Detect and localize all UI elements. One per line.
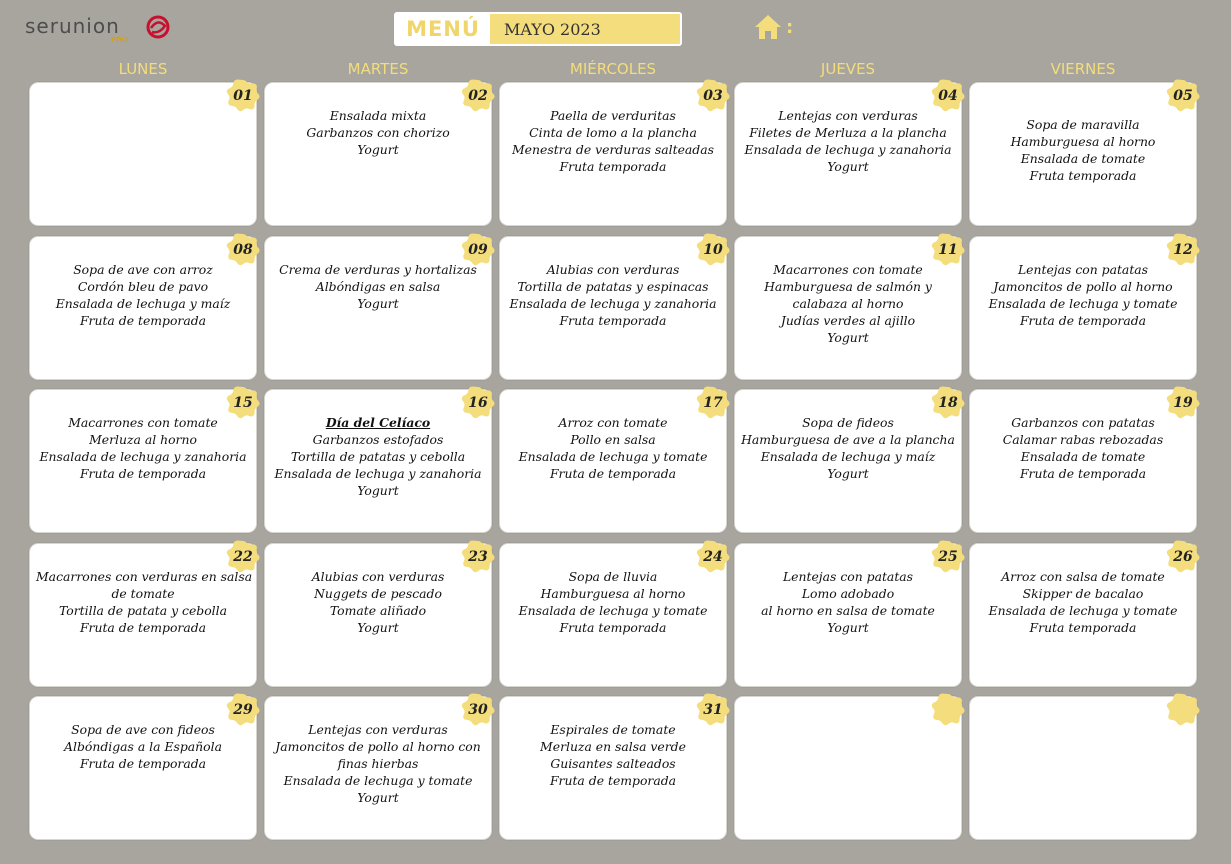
- menu-item: Macarrones con tomate: [773, 262, 923, 277]
- menu-item: Cordón bleu de pavo: [77, 279, 209, 294]
- menu-item: Lomo adobado: [801, 586, 895, 601]
- day-cell: [734, 543, 962, 687]
- home-area: [754, 14, 793, 40]
- menu-items: [265, 414, 491, 499]
- menu-items: [970, 261, 1196, 329]
- menu-item: Fruta de temporada: [1019, 466, 1147, 481]
- day-number-badge: [930, 691, 966, 727]
- menu-item: Garbanzos con chorizo: [306, 125, 450, 140]
- brand-logo: [25, 12, 175, 46]
- weekday-header: MIÉRCOLES: [569, 60, 657, 78]
- menu-item: Ensalada de lechuga y maíz: [55, 296, 231, 311]
- day-number: [930, 691, 966, 727]
- brand-name: serunion: [25, 14, 120, 38]
- day-cell: [969, 389, 1197, 533]
- menu-item: Arroz con salsa de tomate: [1001, 569, 1165, 584]
- day-cell: [29, 389, 257, 533]
- menu-item: Paella de verduritas: [550, 108, 676, 123]
- menu-item: Lentejas con verduras: [778, 108, 918, 123]
- menu-item: Filetes de Merluza a la plancha: [749, 125, 947, 140]
- menu-item: Día del Celíaco: [325, 415, 431, 430]
- day-number: 15: [233, 394, 253, 411]
- day-number: 12: [1173, 241, 1193, 258]
- day-number: 03: [703, 87, 723, 104]
- menu-item: Merluza al horno: [89, 432, 197, 447]
- day-cell: [264, 236, 492, 380]
- menu-item: Sopa de lluvia: [568, 569, 658, 584]
- menu-item: Albóndigas a la Española: [64, 739, 222, 754]
- menu-item: Sopa de maravilla: [1026, 117, 1140, 132]
- menu-item: Yogurt: [357, 620, 399, 635]
- menu-items: [500, 414, 726, 482]
- menu-items: [30, 721, 256, 772]
- menu-items: [970, 116, 1196, 184]
- menu-items: [265, 261, 491, 312]
- weekday-header-row: [29, 60, 1199, 80]
- menu-item: Jamoncitos de pollo al horno con: [275, 739, 481, 754]
- day-number: 05: [1173, 87, 1193, 104]
- menu-item: Ensalada mixta: [329, 108, 427, 123]
- day-cell: [734, 82, 962, 226]
- menu-item: Menestra de verduras salteadas: [512, 142, 714, 157]
- day-number: 16: [468, 394, 488, 411]
- menu-items: [735, 261, 961, 346]
- day-number: 08: [233, 241, 253, 258]
- day-cell: [969, 82, 1197, 226]
- menu-items: [735, 414, 961, 482]
- menu-item: Fruta de temporada: [79, 756, 207, 771]
- menu-item: Yogurt: [827, 330, 869, 345]
- day-cell: [29, 236, 257, 380]
- menu-items: [265, 721, 491, 806]
- menu-items: [735, 568, 961, 636]
- menu-item: Sopa de fideos: [802, 415, 894, 430]
- menu-item: Ensalada de tomate: [1020, 449, 1146, 464]
- menu-item: Fruta de temporada: [1019, 313, 1147, 328]
- menu-item: Macarrones con verduras en salsa: [36, 569, 253, 584]
- menu-label: MENÚ: [396, 14, 490, 44]
- menu-item: Fruta temporada: [559, 313, 667, 328]
- menu-item: Guisantes salteados: [550, 756, 676, 771]
- menu-item: Tortilla de patatas y cebolla: [290, 449, 466, 464]
- brand-sub: Pfx2: [111, 36, 129, 44]
- day-number: 31: [703, 701, 723, 718]
- menu-item: al horno en salsa de tomate: [761, 603, 935, 618]
- menu-item: Calamar rabas rebozadas: [1002, 432, 1164, 447]
- menu-item: Garbanzos estofados: [312, 432, 444, 447]
- menu-item: Hamburguesa al horno: [1010, 134, 1156, 149]
- menu-item: Arroz con tomate: [558, 415, 668, 430]
- menu-item: Lentejas con verduras: [308, 722, 448, 737]
- home-colon: :: [786, 16, 794, 38]
- menu-item: Crema de verduras y hortalizas: [279, 262, 477, 277]
- day-cell: [969, 543, 1197, 687]
- day-number-badge: [1165, 691, 1201, 727]
- day-cell: [969, 236, 1197, 380]
- menu-item: Ensalada de lechuga y tomate: [988, 603, 1178, 618]
- day-number: 04: [938, 87, 958, 104]
- home-icon[interactable]: [754, 14, 782, 40]
- menu-item: de tomate: [111, 586, 175, 601]
- menu-item: Ensalada de lechuga y zanahoria: [39, 449, 247, 464]
- day-number: 17: [703, 394, 723, 411]
- menu-item: Ensalada de tomate: [1020, 151, 1146, 166]
- menu-item: Tomate aliñado: [329, 603, 427, 618]
- menu-item: Fruta temporada: [1029, 168, 1137, 183]
- menu-item: Ensalada de lechuga y zanahoria: [744, 142, 952, 157]
- day-number: 24: [703, 548, 723, 565]
- menu-items: [970, 568, 1196, 636]
- menu-items: [970, 414, 1196, 482]
- menu-item: Hamburguesa de ave a la plancha: [741, 432, 955, 447]
- menu-items: [500, 107, 726, 175]
- menu-item: Cinta de lomo a la plancha: [529, 125, 697, 140]
- menu-items: [500, 568, 726, 636]
- day-cell: [969, 696, 1197, 840]
- menu-item: Fruta de temporada: [549, 466, 677, 481]
- menu-item: Espirales de tomate: [550, 722, 676, 737]
- day-cell: [499, 543, 727, 687]
- weekday-header: VIERNES: [1050, 60, 1116, 78]
- menu-title-box: [394, 12, 682, 46]
- weekday-header: MARTES: [347, 60, 409, 78]
- day-cell: [734, 236, 962, 380]
- menu-item: Fruta temporada: [1029, 620, 1137, 635]
- day-cell: [29, 82, 257, 226]
- day-number: 19: [1173, 394, 1193, 411]
- menu-item: Fruta de temporada: [549, 773, 677, 788]
- menu-item: Fruta de temporada: [79, 620, 207, 635]
- menu-item: Ensalada de lechuga y zanahoria: [509, 296, 717, 311]
- menu-item: Albóndigas en salsa: [315, 279, 441, 294]
- day-cell: [29, 543, 257, 687]
- day-cell: [499, 236, 727, 380]
- menu-item: Judías verdes al ajillo: [780, 313, 916, 328]
- day-cell: [734, 389, 962, 533]
- day-cell: [264, 82, 492, 226]
- day-cell: [264, 389, 492, 533]
- day-number: 25: [938, 548, 958, 565]
- menu-item: Ensalada de lechuga y tomate: [518, 603, 708, 618]
- menu-item: Yogurt: [357, 296, 399, 311]
- weekday-header: LUNES: [118, 60, 168, 78]
- menu-item: Yogurt: [827, 159, 869, 174]
- menu-item: Jamoncitos de pollo al horno: [993, 279, 1173, 294]
- menu-item: Alubias con verduras: [546, 262, 680, 277]
- day-cell: [29, 696, 257, 840]
- day-number: 10: [703, 241, 723, 258]
- day-number: 11: [938, 241, 958, 258]
- menu-item: Fruta de temporada: [79, 466, 207, 481]
- day-number: 09: [468, 241, 488, 258]
- day-number: 22: [233, 548, 253, 565]
- menu-item: Macarrones con tomate: [68, 415, 218, 430]
- month-label: MAYO 2023: [504, 19, 601, 39]
- menu-item: Yogurt: [357, 142, 399, 157]
- day-number: 23: [468, 548, 488, 565]
- day-number: [1165, 691, 1201, 727]
- menu-items: [500, 721, 726, 789]
- menu-item: Ensalada de lechuga y tomate: [518, 449, 708, 464]
- day-number: 30: [468, 701, 488, 718]
- day-number: 29: [233, 701, 253, 718]
- menu-item: Merluza en salsa verde: [540, 739, 686, 754]
- menu-items: [735, 107, 961, 175]
- menu-item: Hamburguesa de salmón y: [764, 279, 932, 294]
- menu-item: Ensalada de lechuga y maíz: [760, 449, 936, 464]
- menu-item: Yogurt: [827, 466, 869, 481]
- day-cell: [499, 696, 727, 840]
- menu-item: Pollo en salsa: [570, 432, 656, 447]
- day-cell: [499, 82, 727, 226]
- menu-item: Garbanzos con patatas: [1011, 415, 1155, 430]
- weekday-header: JUEVES: [820, 60, 876, 78]
- menu-items: [30, 414, 256, 482]
- day-cell: [264, 543, 492, 687]
- menu-item: Ensalada de lechuga y tomate: [988, 296, 1178, 311]
- menu-items: [265, 568, 491, 636]
- menu-item: Lentejas con patatas: [1017, 262, 1149, 277]
- menu-item: Fruta de temporada: [79, 313, 207, 328]
- menu-item: Fruta temporada: [559, 620, 667, 635]
- menu-item: Nuggets de pescado: [314, 586, 442, 601]
- menu-items: [265, 107, 491, 158]
- menu-item: Yogurt: [357, 483, 399, 498]
- day-cell: [734, 696, 962, 840]
- menu-item: Skipper de bacalao: [1022, 586, 1144, 601]
- menu-item: Yogurt: [827, 620, 869, 635]
- menu-item: Ensalada de lechuga y tomate: [283, 773, 473, 788]
- day-cell: [499, 389, 727, 533]
- menu-items: [500, 261, 726, 329]
- menu-item: Tortilla de patatas y espinacas: [517, 279, 709, 294]
- menu-item: Alubias con verduras: [311, 569, 445, 584]
- day-number-badge: [1165, 77, 1201, 113]
- menu-item: Lentejas con patatas: [782, 569, 914, 584]
- menu-item: Sopa de ave con arroz: [73, 262, 213, 277]
- day-number: 18: [938, 394, 958, 411]
- menu-item: Tortilla de patata y cebolla: [59, 603, 227, 618]
- menu-item: Yogurt: [357, 790, 399, 805]
- menu-item: Fruta temporada: [559, 159, 667, 174]
- menu-items: [30, 568, 256, 636]
- day-number-badge: [225, 77, 261, 113]
- menu-item: Sopa de ave con fideos: [71, 722, 215, 737]
- menu-item: Hamburguesa al horno: [540, 586, 686, 601]
- menu-items: [30, 261, 256, 329]
- day-number: 26: [1173, 548, 1193, 565]
- brand-swirl-icon: [143, 12, 173, 42]
- day-number: 01: [233, 87, 253, 104]
- day-cell: [264, 696, 492, 840]
- menu-item: finas hierbas: [337, 756, 419, 771]
- menu-item: Ensalada de lechuga y zanahoria: [274, 466, 482, 481]
- day-number: 02: [468, 87, 488, 104]
- menu-item: calabaza al horno: [792, 296, 904, 311]
